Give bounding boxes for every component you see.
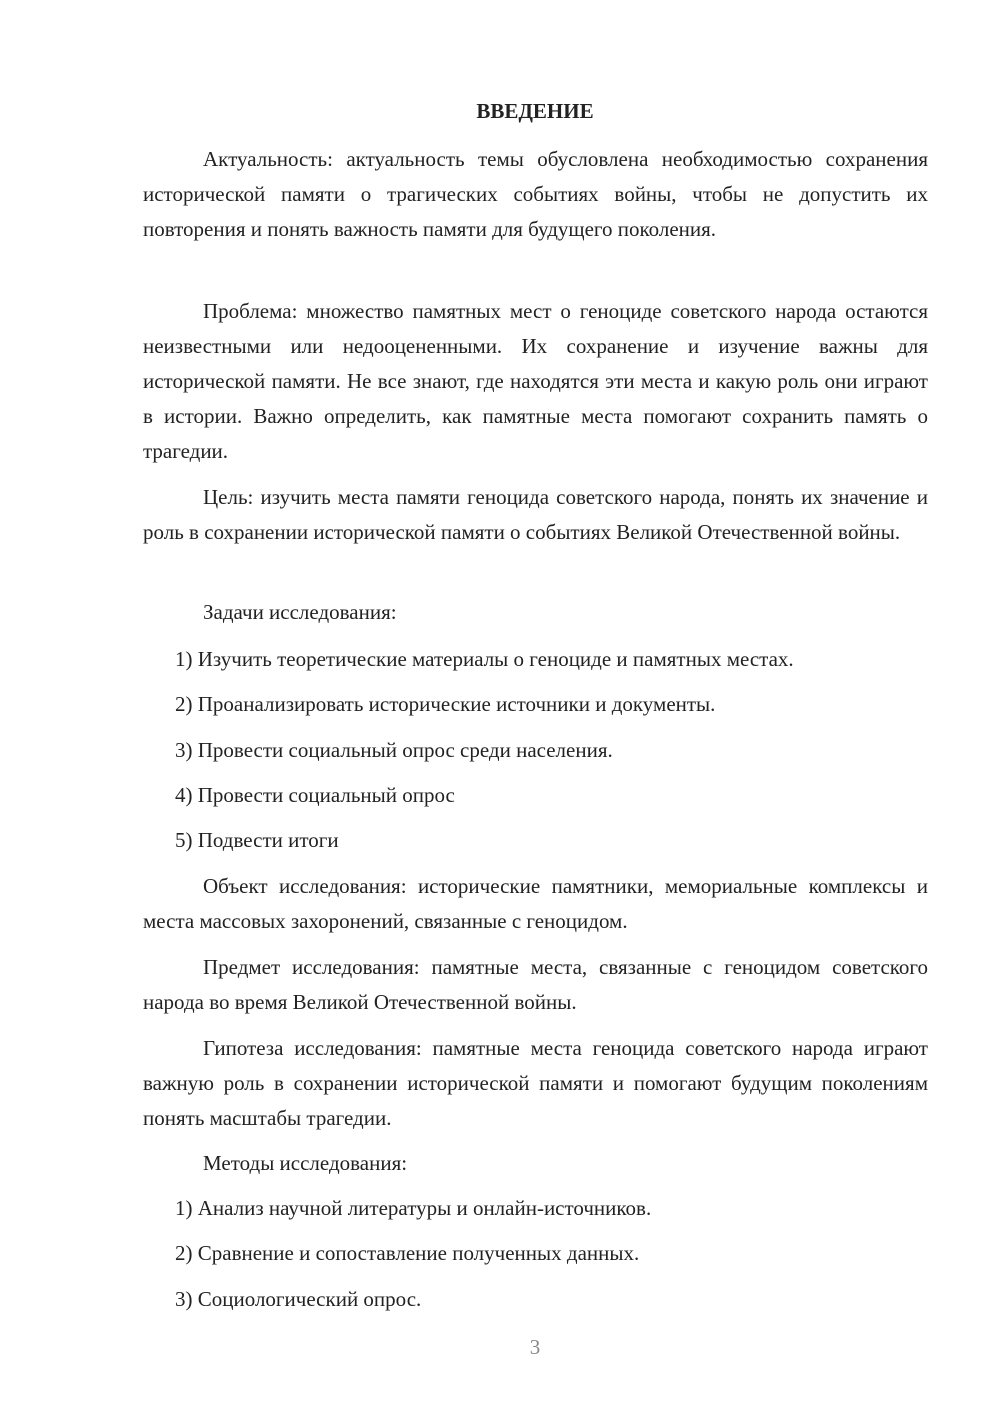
subject-block bbox=[143, 950, 928, 1020]
list-item: 1) Изучить теоретические материалы о геноциде и памятных местах. bbox=[175, 647, 794, 671]
list-item: 1) Анализ научной литературы и онлайн-источников. bbox=[175, 1196, 652, 1220]
problem-block bbox=[143, 294, 928, 469]
list-item: 3) Социологический опрос. bbox=[175, 1287, 422, 1311]
hypothesis-paragraph: Гипотеза исследования: памятные места геноцида советского народа играют важную роль в сохранении исторической памяти и помогают будущим поколениям понять масштабы трагедии. bbox=[143, 1036, 928, 1130]
tasks-label: Задачи исследования: bbox=[203, 600, 397, 624]
hypothesis-block bbox=[143, 1031, 928, 1136]
tasks-label-block bbox=[143, 595, 928, 630]
methods-list bbox=[143, 1191, 928, 1226]
page-title: ВВЕДЕНИЕ bbox=[476, 99, 594, 123]
subject-paragraph: Предмет исследования: памятные места, связанные с геноцидом советского народа во время Великой Отечественной войны. bbox=[143, 955, 928, 1014]
list-item: 4) Провести социальный опрос bbox=[175, 783, 455, 807]
methods-label: Методы исследования: bbox=[203, 1151, 408, 1175]
methods-list bbox=[143, 1236, 928, 1271]
tasks-list bbox=[143, 733, 928, 768]
list-item: 3) Провести социальный опрос среди населения. bbox=[175, 738, 613, 762]
tasks-list bbox=[143, 642, 928, 677]
object-paragraph: Объект исследования: исторические памятники, мемориальные комплексы и места массовых захоронений, связанные с геноцидом. bbox=[143, 874, 928, 933]
object-block bbox=[143, 869, 928, 939]
relevance-block bbox=[143, 142, 928, 247]
goal-block bbox=[143, 480, 928, 550]
tasks-list bbox=[143, 823, 928, 858]
list-item: 2) Сравнение и сопоставление полученных данных. bbox=[175, 1241, 640, 1265]
list-item: 5) Подвести итоги bbox=[175, 828, 339, 852]
methods-label-block bbox=[143, 1146, 928, 1181]
tasks-list bbox=[143, 778, 928, 813]
goal-paragraph: Цель: изучить места памяти геноцида советского народа, понять их значение и роль в сохранении исторической памяти о событиях Великой Отечественной войны. bbox=[143, 485, 928, 544]
relevance-paragraph: Актуальность: актуальность темы обусловлена необходимостью сохранения исторической памяти о трагических событиях войны, чтобы не допустить их повторения и понять важность памяти для будущего поколения. bbox=[143, 147, 928, 241]
problem-paragraph: Проблема: множество памятных мест о геноциде советского народа остаются неизвестными или недооцененными. Их сохранение и изучение важны для исторической памяти. Не все знают, где находятся эти места и какую роль они играют в истории. Важно определить, как памятные места помогают сохранить память о трагедии. bbox=[143, 299, 928, 463]
tasks-list bbox=[143, 687, 928, 722]
methods-list bbox=[143, 1282, 928, 1317]
list-item: 2) Проанализировать исторические источники и документы. bbox=[175, 692, 716, 716]
page-number: 3 bbox=[529, 1335, 541, 1359]
